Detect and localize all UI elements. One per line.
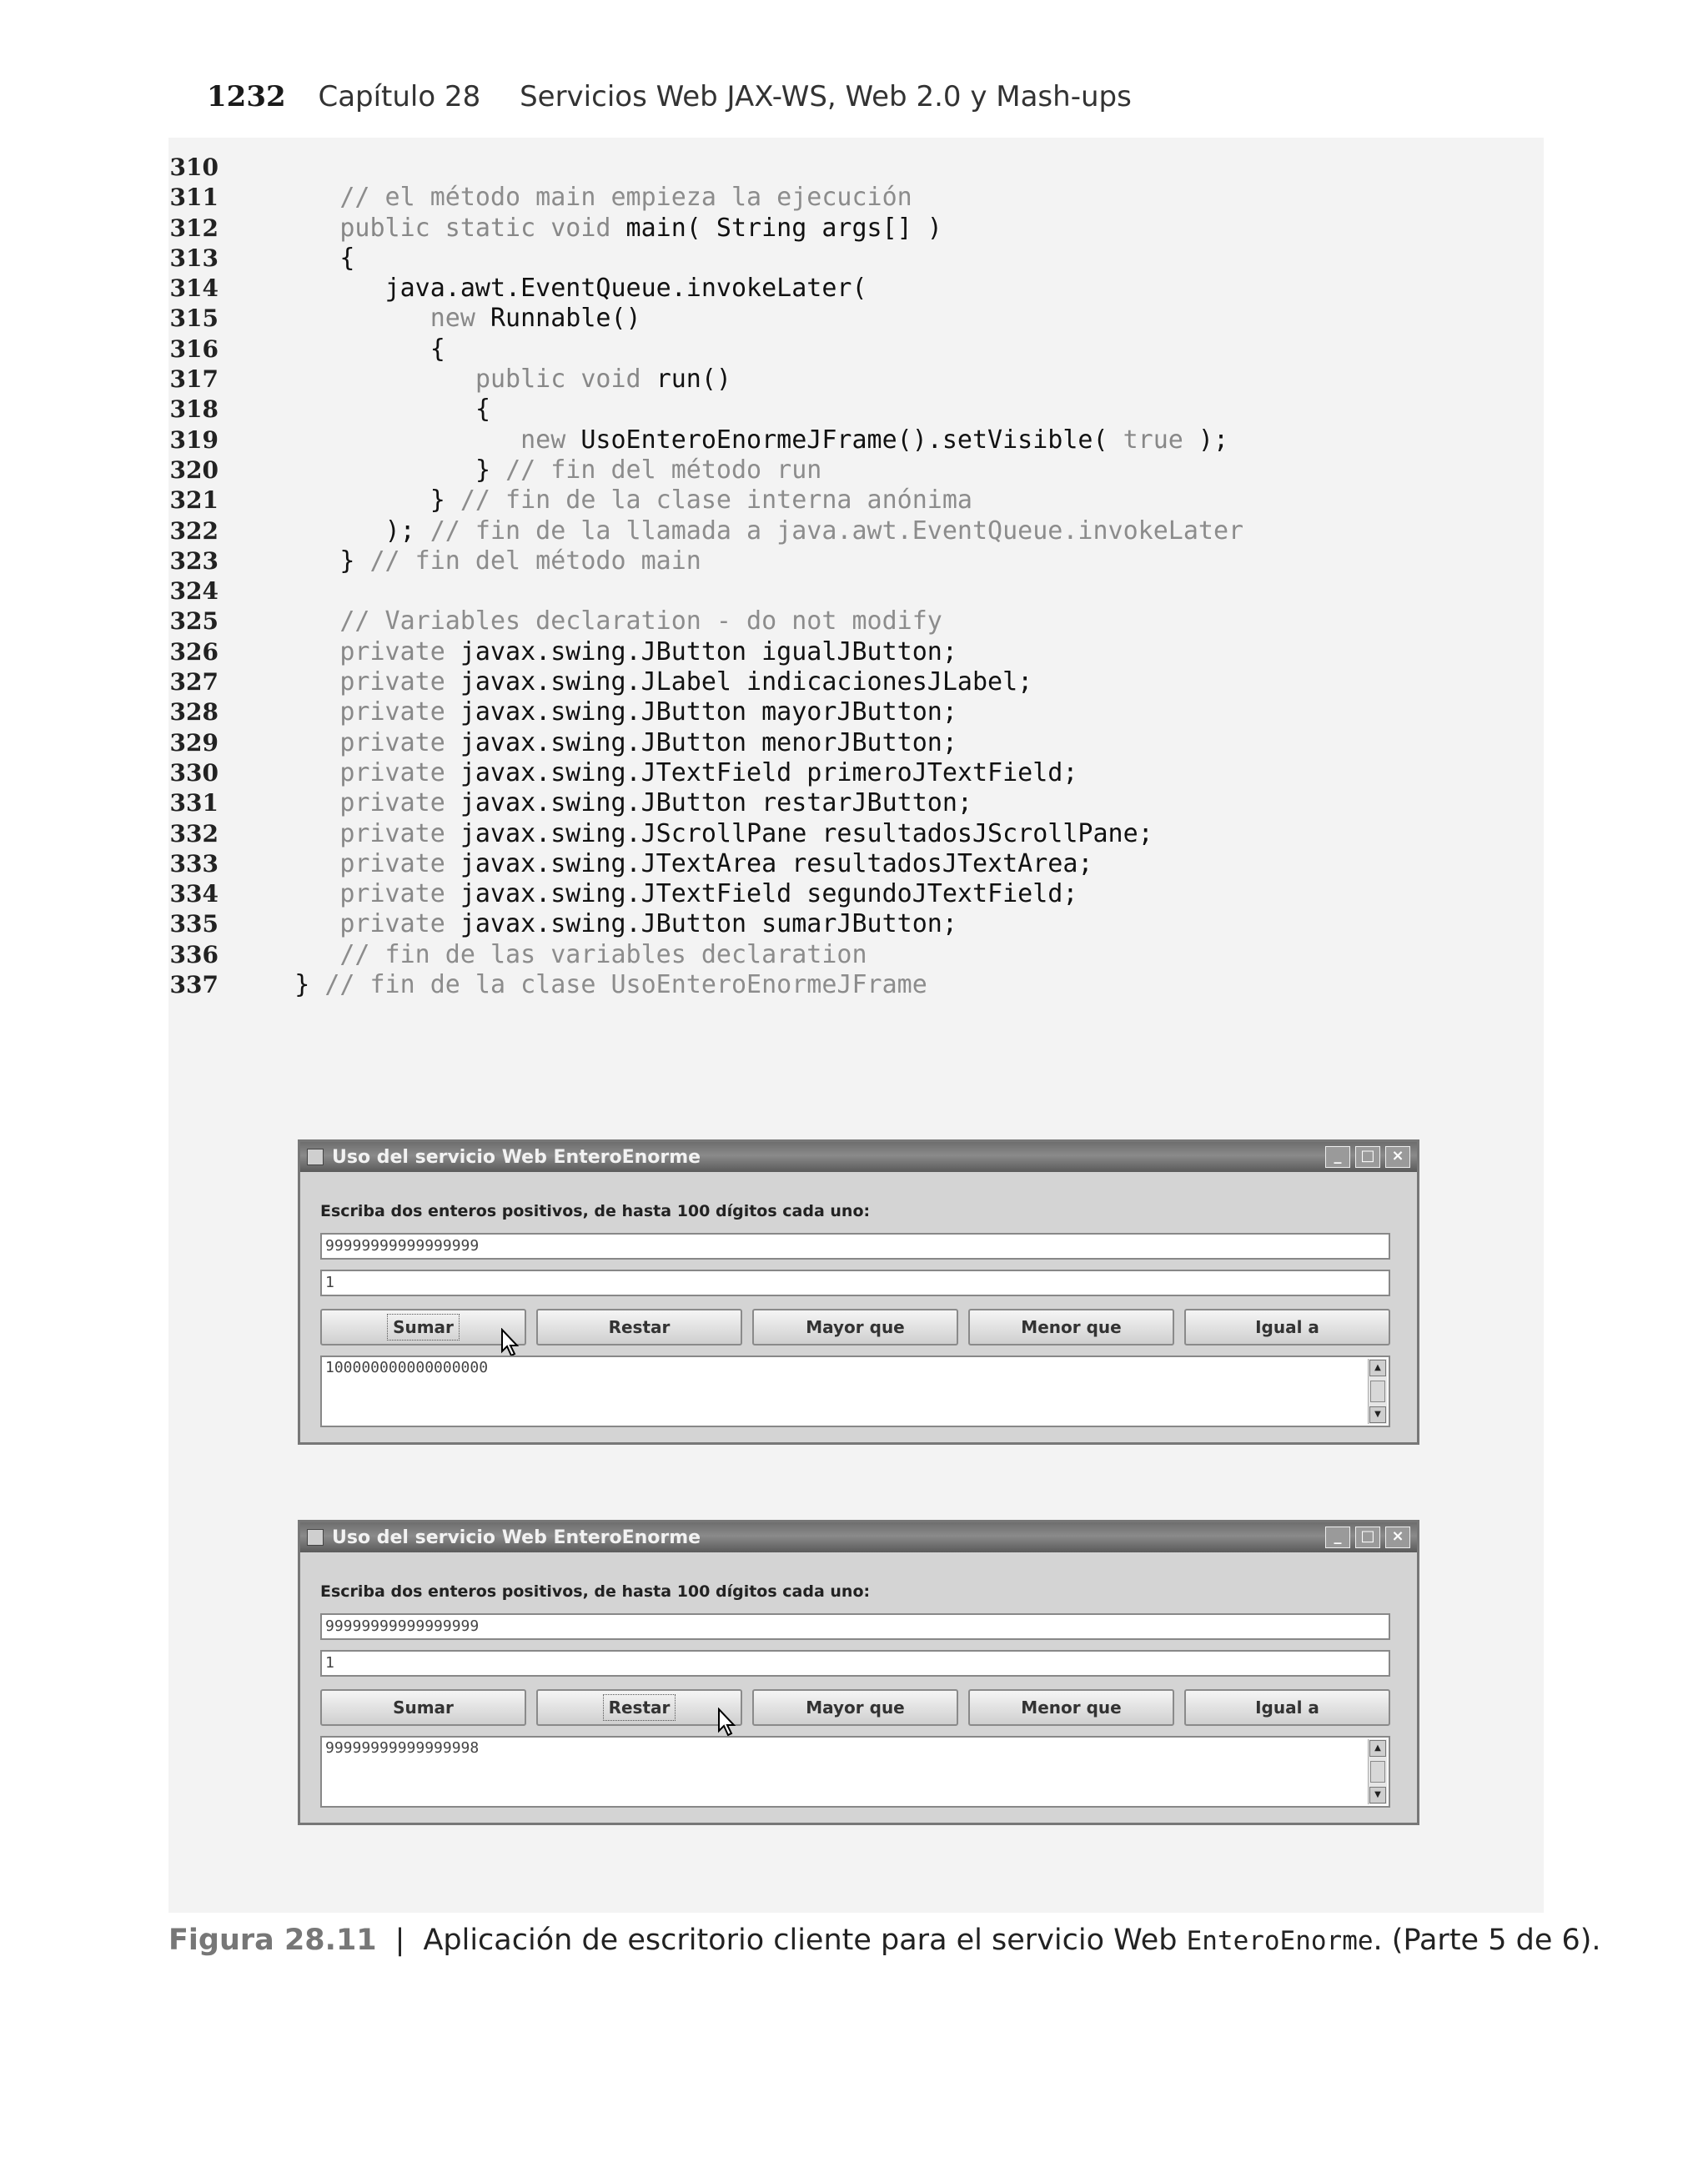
code-text: } // fin del método main	[339, 546, 701, 576]
page-header	[207, 80, 1132, 113]
line-number: 330	[169, 758, 219, 787]
scroll-thumb[interactable]	[1370, 1761, 1385, 1783]
code-text: private javax.swing.JButton mayorJButton;	[339, 697, 957, 727]
mayor-que-button[interactable]: Mayor que	[752, 1309, 958, 1346]
code-text: } // fin del método run	[475, 455, 822, 485]
page-number: 1232	[207, 80, 286, 113]
line-number: 319	[169, 425, 219, 454]
maximize-icon[interactable]: □	[1355, 1527, 1380, 1548]
code-text: public static void main( String args[] )	[339, 213, 942, 243]
code-text: } // fin de la clase interna anónima	[430, 485, 972, 516]
code-text: // Variables declaration - do not modify	[339, 606, 942, 636]
code-text: // fin de las variables declaration	[339, 939, 867, 969]
second-number-field[interactable]: 1	[320, 1270, 1390, 1296]
code-text: private javax.swing.JTextArea resultadosJTextArea;	[339, 848, 1093, 878]
figure-panel	[168, 138, 1544, 1913]
app-window-restar	[298, 1520, 1419, 1825]
mayor-que-button[interactable]: Mayor que	[752, 1689, 958, 1726]
line-number: 323	[169, 546, 219, 575]
code-text: new Runnable()	[430, 304, 641, 334]
line-number: 320	[169, 455, 219, 484]
chapter-title: Servicios Web JAX-WS, Web 2.0 y Mash-ups	[520, 80, 1132, 113]
line-number: 315	[169, 304, 219, 333]
results-text-area[interactable]	[320, 1356, 1390, 1427]
code-text: } // fin de la clase UsoEnteroEnormeJFrame	[294, 970, 927, 1000]
code-text: private javax.swing.JButton restarJButton;	[339, 788, 972, 818]
close-icon[interactable]: ×	[1385, 1527, 1410, 1548]
code-text: {	[475, 395, 490, 425]
caption-code: EnteroEnorme	[1186, 1926, 1374, 1956]
window-titlebar[interactable]	[300, 1522, 1417, 1552]
line-number: 326	[169, 637, 219, 666]
results-text-area[interactable]	[320, 1736, 1390, 1808]
code-text: {	[339, 243, 355, 273]
line-number: 317	[169, 365, 219, 394]
code-text: private javax.swing.JLabel indicacionesJLabel;	[339, 667, 1033, 697]
instructions-label: Escriba dos enteros positivos, de hasta 100 dígitos cada uno:	[320, 1582, 871, 1601]
result-value: 100000000000000000	[325, 1359, 489, 1376]
code-text: new UsoEnteroEnormeJFrame().setVisible( true );	[520, 425, 1229, 455]
code-text: {	[430, 334, 445, 364]
line-number: 331	[169, 789, 219, 817]
line-number: 325	[169, 607, 219, 636]
first-number-field[interactable]: 99999999999999999	[320, 1613, 1390, 1640]
results-scrollbar[interactable]	[1368, 1739, 1387, 1804]
line-number: 324	[169, 577, 219, 606]
code-text: public void run()	[475, 365, 731, 395]
close-icon[interactable]: ×	[1385, 1146, 1410, 1168]
line-number: 336	[169, 940, 219, 968]
line-number: 314	[169, 274, 219, 303]
line-number: 318	[169, 395, 219, 424]
code-text: private javax.swing.JButton sumarJButton;	[339, 909, 957, 939]
igual-a-button[interactable]: Igual a	[1184, 1309, 1390, 1346]
java-app-icon	[307, 1149, 324, 1165]
line-number: 334	[169, 880, 219, 908]
scroll-down-icon[interactable]: ▼	[1369, 1406, 1386, 1423]
window-title: Uso del servicio Web EnteroEnorme	[332, 1147, 701, 1168]
menor-que-button[interactable]: Menor que	[968, 1689, 1174, 1726]
window-titlebar[interactable]	[300, 1142, 1417, 1172]
line-number: 327	[169, 668, 219, 697]
code-text: private javax.swing.JButton igualJButton;	[339, 636, 957, 666]
line-number: 316	[169, 334, 219, 363]
line-number: 313	[169, 244, 219, 272]
minimize-icon[interactable]: _	[1325, 1146, 1350, 1168]
code-text: private javax.swing.JTextField segundoJTextField;	[339, 879, 1078, 909]
line-number: 335	[169, 910, 219, 938]
line-number: 322	[169, 516, 219, 545]
line-number: 333	[169, 849, 219, 878]
line-number: 311	[169, 184, 219, 212]
code-text: // el método main empieza la ejecución	[339, 183, 912, 213]
line-number: 321	[169, 486, 219, 515]
second-number-field[interactable]: 1	[320, 1650, 1390, 1677]
code-text: java.awt.EventQueue.invokeLater(	[384, 274, 867, 304]
minimize-icon[interactable]: _	[1325, 1527, 1350, 1548]
caption-suffix: . (Parte 5 de 6).	[1373, 1924, 1601, 1957]
line-number: 329	[169, 728, 219, 757]
figure-caption	[168, 1924, 1601, 1957]
window-title: Uso del servicio Web EnteroEnorme	[332, 1527, 701, 1548]
result-value: 99999999999999998	[325, 1739, 480, 1757]
code-text: private javax.swing.JButton menorJButton;	[339, 727, 957, 757]
line-number: 328	[169, 698, 219, 727]
app-window-sumar	[298, 1139, 1419, 1445]
caption-separator: |	[394, 1924, 405, 1957]
maximize-icon[interactable]: □	[1355, 1146, 1380, 1168]
code-text: private javax.swing.JScrollPane resultadosJScrollPane;	[339, 818, 1153, 848]
restar-button[interactable]: Restar	[536, 1689, 742, 1726]
java-app-icon	[307, 1529, 324, 1546]
mouse-cursor-icon	[717, 1708, 737, 1738]
chapter-label: Capítulo 28	[318, 80, 481, 113]
mouse-cursor-icon	[500, 1328, 520, 1358]
restar-button[interactable]: Restar	[536, 1309, 742, 1346]
igual-a-button[interactable]: Igual a	[1184, 1689, 1390, 1726]
code-text: ); // fin de la llamada a java.awt.EventQueue.invokeLater	[384, 516, 1244, 546]
code-text: private javax.swing.JTextField primeroJTextField;	[339, 757, 1078, 787]
figure-label: Figura 28.11	[168, 1924, 377, 1957]
sumar-button[interactable]: Sumar	[320, 1309, 526, 1346]
line-number: 332	[169, 819, 219, 848]
sumar-button[interactable]: Sumar	[320, 1689, 526, 1726]
scroll-thumb[interactable]	[1370, 1381, 1385, 1402]
line-number: 310	[169, 153, 219, 181]
scroll-up-icon[interactable]: ▲	[1369, 1360, 1386, 1376]
scroll-down-icon[interactable]: ▼	[1369, 1787, 1386, 1803]
menor-que-button[interactable]: Menor que	[968, 1309, 1174, 1346]
line-number: 312	[169, 214, 219, 242]
first-number-field[interactable]: 99999999999999999	[320, 1233, 1390, 1260]
results-scrollbar[interactable]	[1368, 1359, 1387, 1424]
caption-text: Aplicación de escritorio cliente para el servicio Web	[423, 1924, 1187, 1957]
instructions-label: Escriba dos enteros positivos, de hasta 100 dígitos cada uno:	[320, 1202, 871, 1220]
scroll-up-icon[interactable]: ▲	[1369, 1740, 1386, 1757]
line-number: 337	[169, 971, 219, 999]
